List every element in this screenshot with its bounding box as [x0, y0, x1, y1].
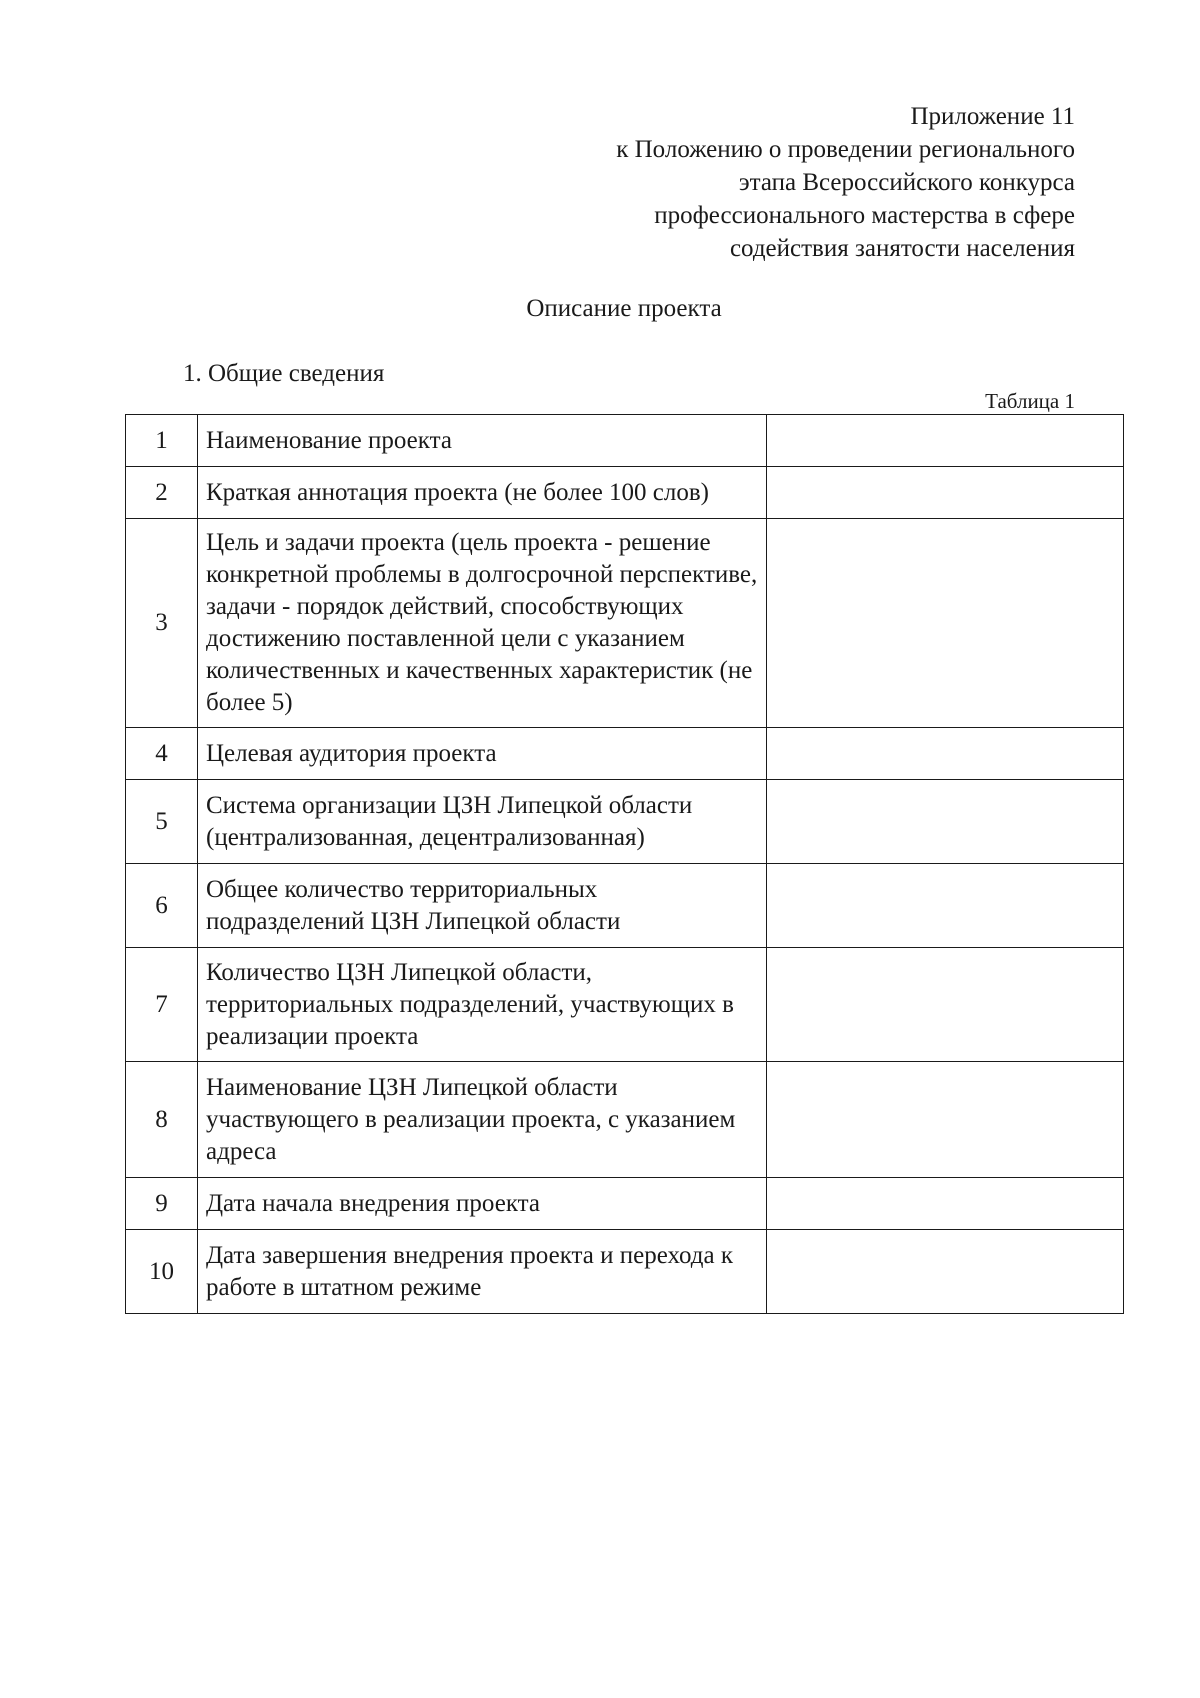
appendix-header-line-4: профессионального мастерства в сфере	[654, 202, 1075, 229]
row-number: 9	[126, 1178, 198, 1230]
row-label: Краткая аннотация проекта (не более 100 слов)	[198, 467, 767, 519]
row-value-cell[interactable]	[767, 780, 1124, 864]
row-label: Наименование ЦЗН Липецкой области участвующего в реализации проекта, с указанием адреса	[198, 1062, 767, 1178]
row-value-cell[interactable]	[767, 864, 1124, 948]
appendix-header-line-3: этапа Всероссийского конкурса	[738, 169, 1075, 196]
row-label: Количество ЦЗН Липецкой области, территориальных подразделений, участвующих в реализации проекта	[198, 948, 767, 1062]
section-heading: 1. Общие сведения	[183, 360, 385, 387]
general-info-table	[125, 414, 1124, 1314]
row-label: Дата завершения внедрения проекта и перехода к работе в штатном режиме	[198, 1230, 767, 1314]
row-label: Целевая аудитория проекта	[198, 728, 767, 780]
row-number: 8	[126, 1062, 198, 1178]
table-row	[126, 1178, 1124, 1230]
row-number: 5	[126, 780, 198, 864]
table-row	[126, 1230, 1124, 1314]
document-title: Описание проекта	[526, 295, 722, 322]
row-number: 4	[126, 728, 198, 780]
row-number: 7	[126, 948, 198, 1062]
row-value-cell[interactable]	[767, 467, 1124, 519]
row-value-cell[interactable]	[767, 519, 1124, 728]
appendix-header-line-5: содействия занятости населения	[729, 235, 1075, 262]
row-value-cell[interactable]	[767, 1178, 1124, 1230]
row-number: 2	[126, 467, 198, 519]
appendix-header-line-1: Приложение 11	[910, 103, 1075, 130]
row-value-cell[interactable]	[767, 1230, 1124, 1314]
row-number: 6	[126, 864, 198, 948]
row-value-cell[interactable]	[767, 728, 1124, 780]
table-row	[126, 467, 1124, 519]
table-row	[126, 415, 1124, 467]
table-caption: Таблица 1	[985, 389, 1075, 413]
appendix-header	[616, 100, 1075, 265]
table-row	[126, 948, 1124, 1062]
row-label: Цель и задачи проекта (цель проекта - решение конкретной проблемы в долгосрочной перспективе, задачи - порядок действий, способствующих достижению поставленной цели с указанием количественных и качественных характеристик (не более 5)	[198, 519, 767, 728]
table-row	[126, 728, 1124, 780]
appendix-header-line-2: к Положению о проведении регионального	[616, 136, 1075, 163]
row-number: 10	[126, 1230, 198, 1314]
row-number: 1	[126, 415, 198, 467]
row-label: Система организации ЦЗН Липецкой области (централизованная, децентрализованная)	[198, 780, 767, 864]
row-value-cell[interactable]	[767, 1062, 1124, 1178]
table-row	[126, 1062, 1124, 1178]
row-label: Наименование проекта	[198, 415, 767, 467]
row-label: Общее количество территориальных подразделений ЦЗН Липецкой области	[198, 864, 767, 948]
table-row	[126, 864, 1124, 948]
row-value-cell[interactable]	[767, 415, 1124, 467]
row-value-cell[interactable]	[767, 948, 1124, 1062]
table-row	[126, 780, 1124, 864]
row-number: 3	[126, 519, 198, 728]
table-row	[126, 519, 1124, 728]
row-label: Дата начала внедрения проекта	[198, 1178, 767, 1230]
